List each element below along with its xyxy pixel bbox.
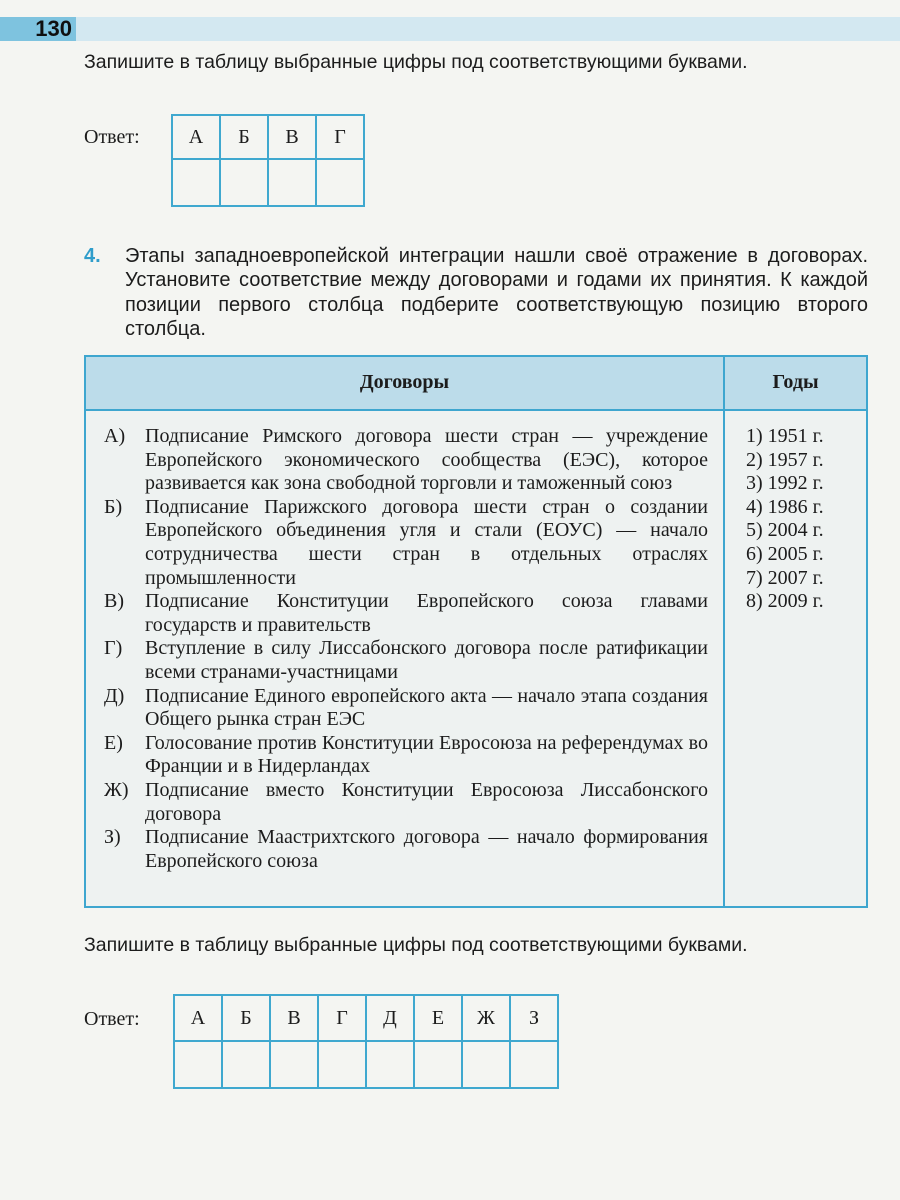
task-text: Этапы западноевропейской интеграции нашли своё отражение в договорах. Установите соответствие между договорами и годами их принятия. К каждой позиции первого столбца подберите соответствующую позицию второго столбца. bbox=[125, 245, 868, 340]
bottom-answer-cell-6[interactable] bbox=[462, 1041, 510, 1088]
top-letter-1: Б bbox=[220, 115, 268, 159]
treaty-letter: Г) bbox=[104, 637, 123, 660]
bottom-answer-cell-1[interactable] bbox=[222, 1041, 270, 1088]
treaty-text: Вступление в силу Лиссабонского договора после ратификации всеми странами-участницами bbox=[145, 637, 708, 683]
year-item: 5) 2004 г. bbox=[746, 519, 824, 542]
years-list bbox=[746, 425, 824, 614]
top-letter-0: А bbox=[172, 115, 220, 159]
year-item: 3) 1992 г. bbox=[746, 472, 824, 495]
bottom-letter-2: В bbox=[270, 995, 318, 1041]
bottom-letter-0: А bbox=[174, 995, 222, 1041]
year-item: 8) 2009 г. bbox=[746, 590, 824, 613]
bottom-letter-3: Г bbox=[318, 995, 366, 1041]
treaty-text: Подписание Римского договора шести стран — учреждение Европейского экономического сообщества (ЕЭС), которое развивается как зона свободной торговли и таможенный союз bbox=[145, 425, 708, 495]
bottom-instruction: Запишите в таблицу выбранные цифры под соответствующими буквами. bbox=[84, 934, 748, 956]
treaty-item bbox=[104, 425, 708, 496]
bottom-answer-label: Ответ: bbox=[84, 1008, 140, 1030]
treaty-letter: Д) bbox=[104, 684, 125, 707]
top-answer-cell-2[interactable] bbox=[268, 159, 316, 206]
header-years: Годы bbox=[772, 371, 819, 393]
treaty-text: Голосование против Конституции Евросоюза на референдумах во Франции и в Нидерландах bbox=[145, 731, 708, 778]
year-item: 7) 2007 г. bbox=[746, 566, 824, 589]
bottom-letter-6: Ж bbox=[462, 995, 510, 1041]
treaty-item bbox=[104, 732, 708, 779]
header-treaties: Договоры bbox=[359, 371, 450, 393]
treaty-item bbox=[104, 637, 708, 684]
treaties-list bbox=[104, 425, 708, 873]
top-answer-label: Ответ: bbox=[84, 126, 140, 148]
treaty-letter: З) bbox=[104, 826, 121, 849]
treaty-letter: А) bbox=[104, 425, 126, 447]
treaty-text: Подписание Единого европейского акта — начало этапа создания Общего рынка стран ЕЭС bbox=[145, 684, 708, 731]
treaty-letter: В) bbox=[104, 590, 124, 613]
treaty-letter: Ж) bbox=[104, 778, 129, 801]
treaty-item bbox=[104, 496, 708, 590]
bottom-answer-cell-0[interactable] bbox=[174, 1041, 222, 1088]
bottom-answer-cell-2[interactable] bbox=[270, 1041, 318, 1088]
treaty-text: Подписание Маастрихтского договора — начало формирования Европейского союза bbox=[145, 826, 708, 872]
bottom-answer-cell-4[interactable] bbox=[366, 1041, 414, 1088]
top-letter-2: В bbox=[268, 115, 316, 159]
matching-table bbox=[84, 355, 868, 908]
top-answer-cell-3[interactable] bbox=[316, 159, 364, 206]
treaty-item bbox=[104, 685, 708, 732]
bottom-answer-table bbox=[173, 994, 559, 1089]
bottom-letter-5: Е bbox=[414, 995, 462, 1041]
year-item: 6) 2005 г. bbox=[746, 542, 824, 565]
page-number: 130 bbox=[0, 17, 76, 41]
bottom-letter-1: Б bbox=[222, 995, 270, 1041]
treaty-item bbox=[104, 779, 708, 826]
column-divider bbox=[723, 357, 725, 906]
treaty-letter: Б) bbox=[104, 495, 123, 518]
bottom-answer-cell-5[interactable] bbox=[414, 1041, 462, 1088]
top-answer-cell-1[interactable] bbox=[220, 159, 268, 206]
bottom-answer-cell-7[interactable] bbox=[510, 1041, 558, 1088]
year-item: 4) 1986 г. bbox=[746, 495, 824, 518]
treaty-text: Подписание Парижского договора шести стран о создании Европейского объединения угля и стали (ЕОУС) — начало сотрудничества шести стран в отдельных отраслях промышленности bbox=[145, 495, 708, 589]
treaty-item bbox=[104, 826, 708, 873]
year-item: 2) 1957 г. bbox=[746, 448, 824, 471]
top-answer-table bbox=[171, 114, 365, 207]
header-bar bbox=[0, 17, 900, 41]
bottom-letter-4: Д bbox=[366, 995, 414, 1041]
top-instruction: Запишите в таблицу выбранные цифры под соответствующими буквами. bbox=[84, 51, 748, 73]
task-number: 4. bbox=[84, 245, 101, 267]
bottom-letter-7: З bbox=[510, 995, 558, 1041]
top-answer-cell-0[interactable] bbox=[172, 159, 220, 206]
top-letter-3: Г bbox=[316, 115, 364, 159]
treaty-item bbox=[104, 590, 708, 637]
treaty-text: Подписание Конституции Европейского союза главами государств и правительств bbox=[145, 590, 708, 636]
year-item: 1) 1951 г. bbox=[746, 425, 824, 447]
treaty-text: Подписание вместо Конституции Евросоюза Лиссабонского договора bbox=[145, 778, 708, 825]
bottom-answer-cell-3[interactable] bbox=[318, 1041, 366, 1088]
treaty-letter: Е) bbox=[104, 731, 123, 754]
